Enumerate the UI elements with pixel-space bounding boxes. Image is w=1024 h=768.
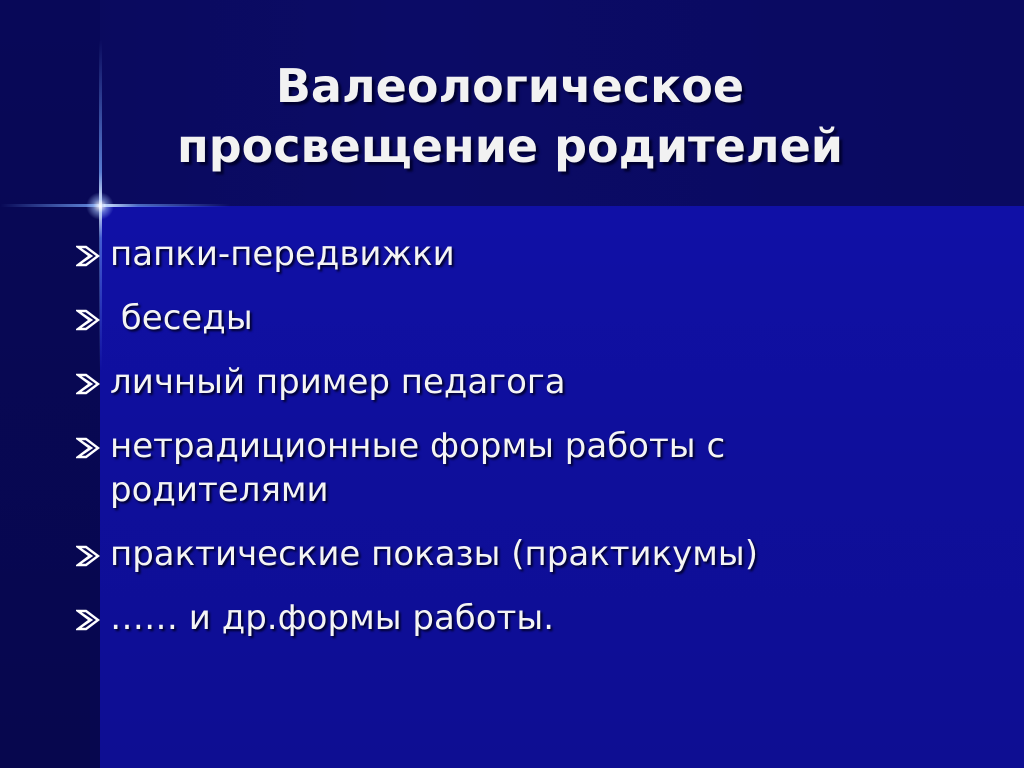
sparkle-horizontal-line bbox=[0, 204, 230, 207]
bullet-item bbox=[74, 232, 974, 276]
arrowhead-bullet-icon bbox=[74, 234, 104, 274]
sparkle-star-icon bbox=[86, 192, 114, 220]
bullet-item bbox=[74, 296, 974, 340]
bullet-text: нетрадиционные формы работы с родителями bbox=[110, 426, 726, 510]
bullet-item bbox=[74, 424, 870, 512]
arrowhead-bullet-icon bbox=[74, 298, 104, 338]
arrowhead-bullet-icon bbox=[74, 598, 104, 638]
bullet-text: папки-передвижки bbox=[110, 234, 455, 274]
bullet-text: личный пример педагога bbox=[110, 362, 566, 402]
slide-title-line-1: Валеологическое bbox=[275, 59, 745, 113]
bullet-text: беседы bbox=[110, 298, 253, 338]
bullet-item bbox=[74, 596, 974, 640]
bullet-text: практические показы (практикумы) bbox=[110, 534, 759, 574]
slide-title-line-2: просвещение родителей bbox=[176, 119, 844, 173]
bullet-item bbox=[74, 360, 974, 404]
bullet-list bbox=[74, 232, 974, 660]
bullet-text: …… и др.формы работы. bbox=[110, 598, 555, 638]
arrowhead-bullet-icon bbox=[74, 534, 104, 574]
arrowhead-bullet-icon bbox=[74, 362, 104, 402]
slide-title bbox=[60, 56, 960, 176]
bullet-item bbox=[74, 532, 974, 576]
arrowhead-bullet-icon bbox=[74, 426, 104, 466]
